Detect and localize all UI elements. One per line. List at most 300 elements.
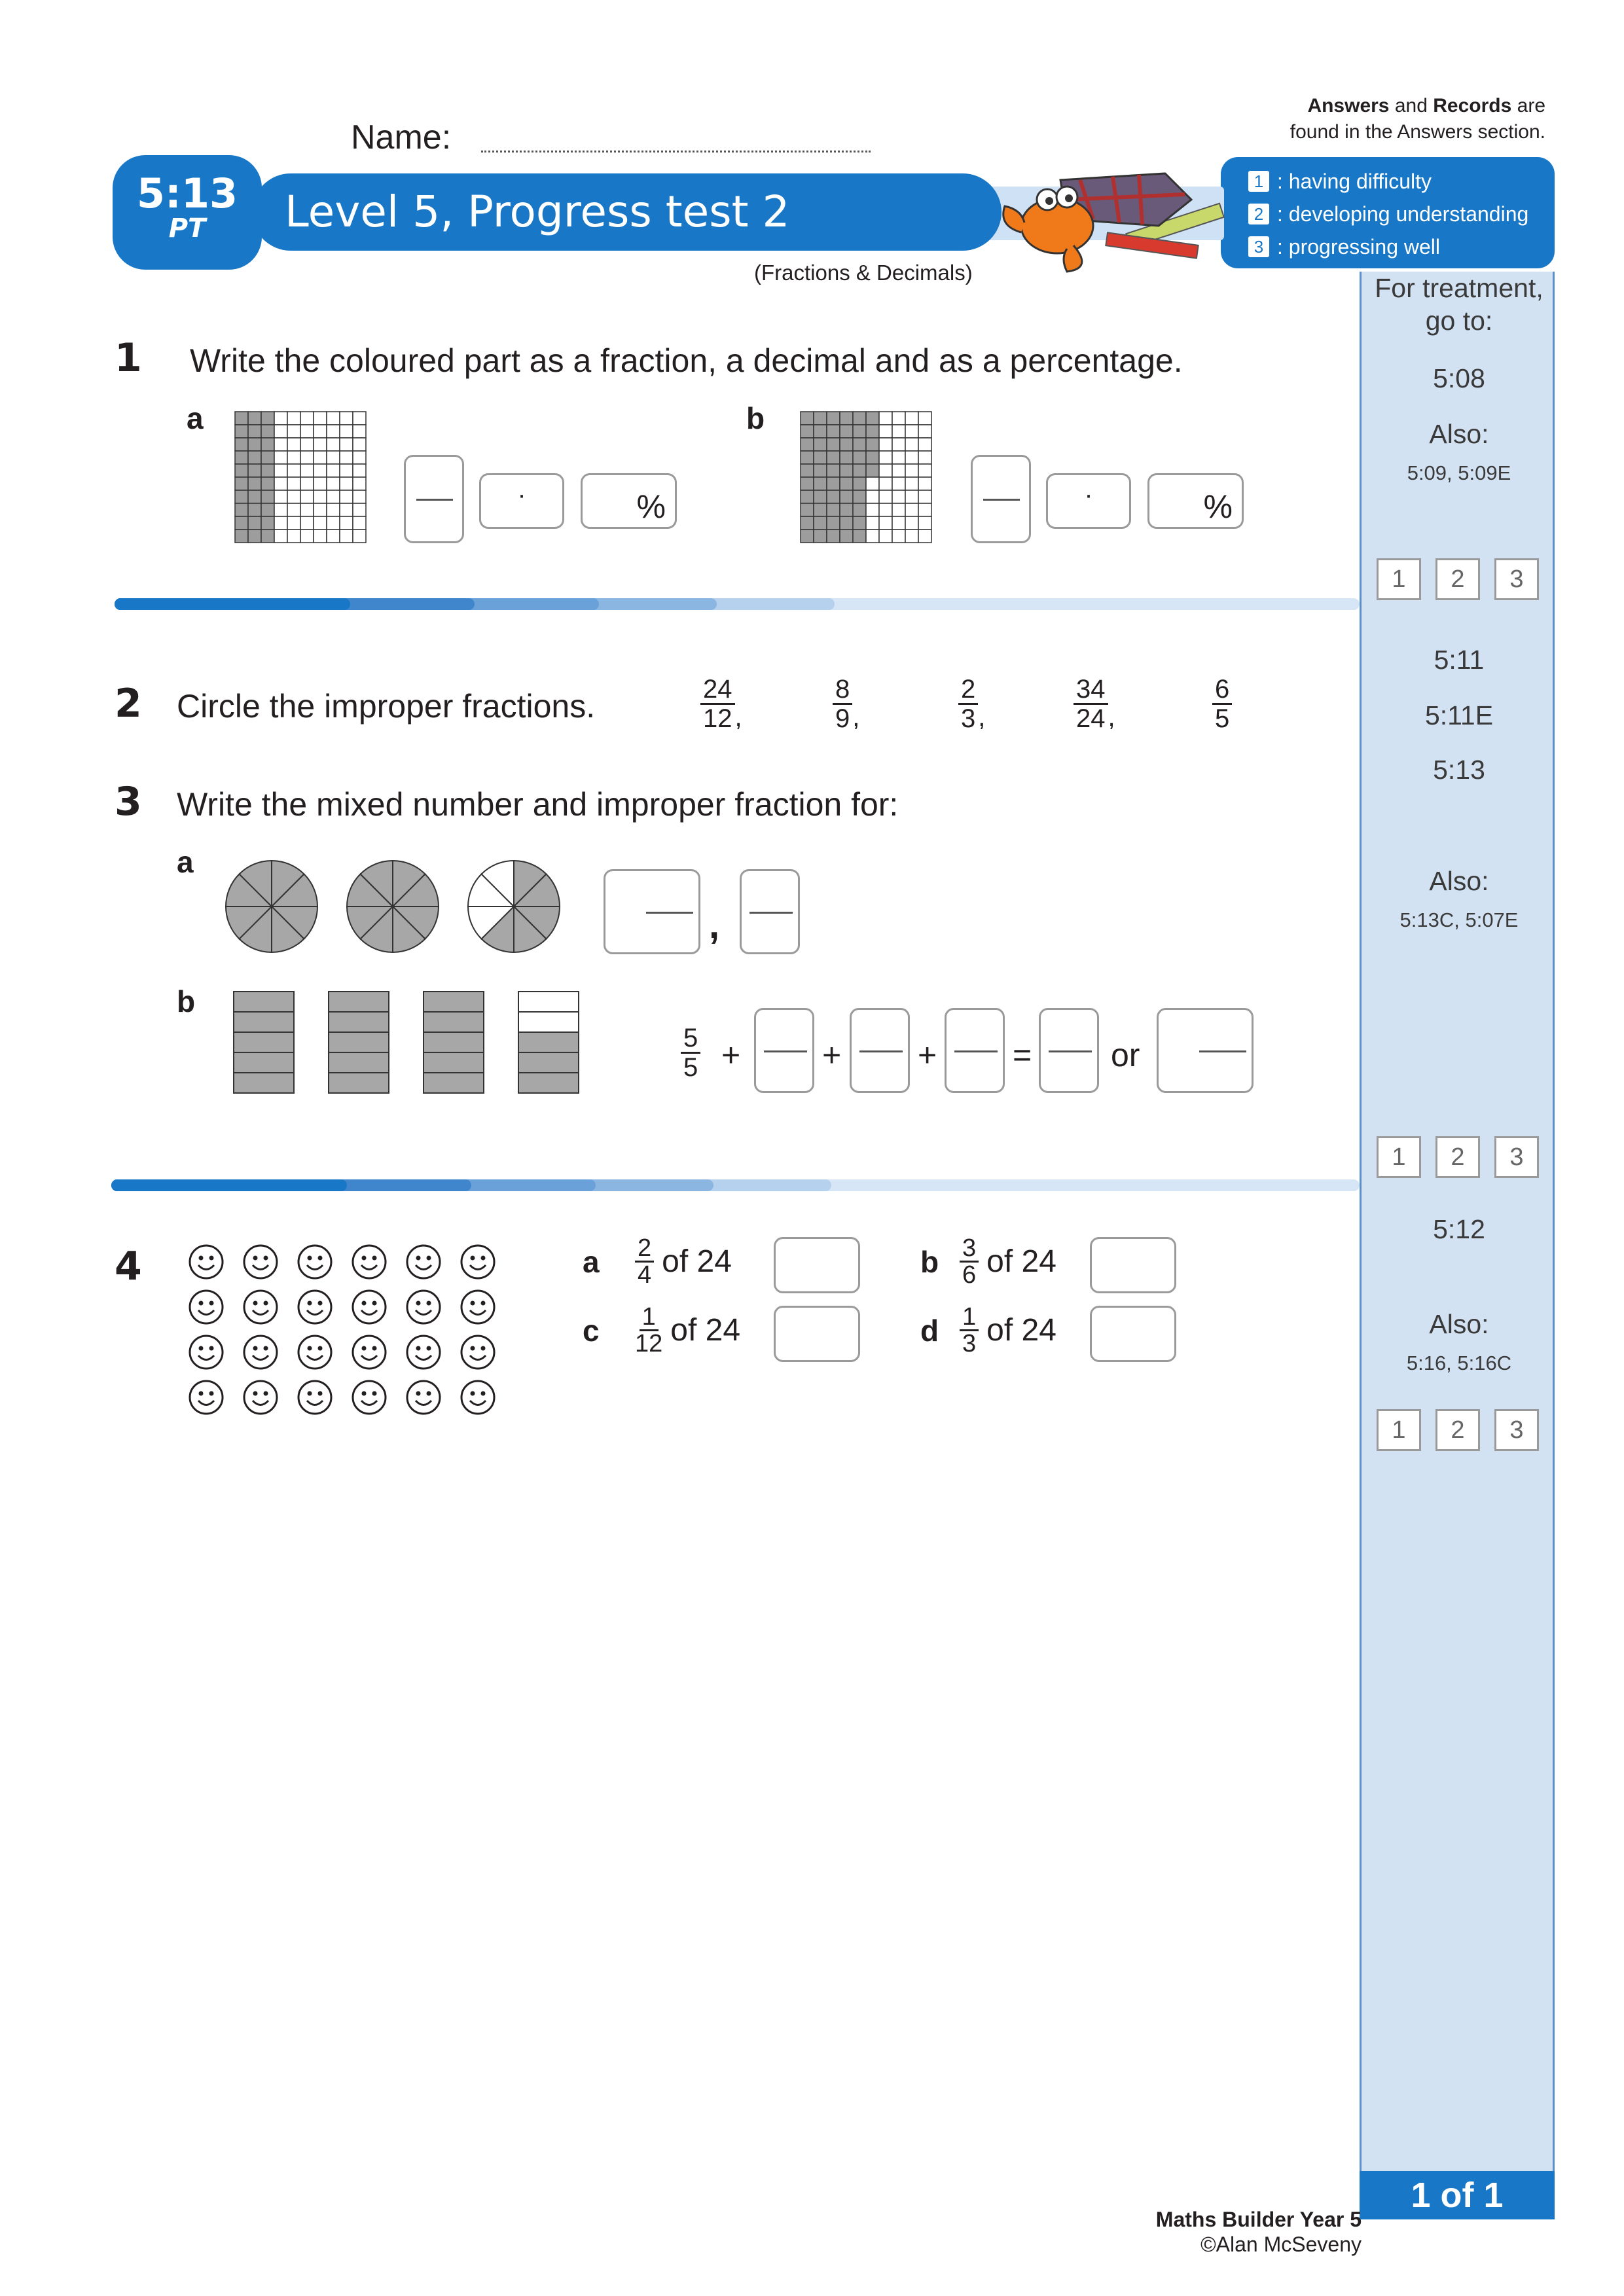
plus-sign: +: [721, 1037, 741, 1073]
score-box-3[interactable]: 3: [1494, 1409, 1539, 1451]
treatment-heading: For treatment, go to:: [1375, 273, 1543, 336]
grid-cell: [814, 490, 827, 503]
grid-cell: [840, 477, 853, 490]
grid-cell: [248, 451, 261, 464]
fraction-option[interactable]: $\frac{8}{9}$ ,: [825, 675, 949, 732]
grid-cell: [327, 529, 340, 543]
grid-cell: [340, 438, 353, 451]
grid-cell: [314, 503, 327, 516]
grid-cell: [879, 464, 892, 477]
grid-cell: [327, 490, 340, 503]
grid-cell: [892, 490, 905, 503]
grid-cell: [353, 477, 366, 490]
grid-cell: [918, 516, 931, 529]
grid-cell: [801, 529, 814, 543]
fraction-bar: [749, 912, 793, 914]
bar-segment: [518, 1073, 579, 1093]
score-box-1[interactable]: 1: [1377, 1409, 1421, 1451]
grid-cell: [892, 464, 905, 477]
grid-cell: [840, 529, 853, 543]
q4d-item: d $\frac{1}{3}$ of 24: [920, 1303, 1056, 1357]
grid-cell: [287, 464, 300, 477]
grid-cell: [287, 477, 300, 490]
grid-cell: [261, 503, 274, 516]
grid-cell: [814, 516, 827, 529]
grid-cell: [879, 451, 892, 464]
grid-cell: [353, 464, 366, 477]
grid-cell: [261, 425, 274, 438]
grid-cell: [892, 425, 905, 438]
bar-segment: [518, 1052, 579, 1073]
q3a-improper-fraction-box[interactable]: [740, 869, 800, 954]
treatment-ref-q1: 5:08: [1433, 363, 1485, 393]
q4c-item: c $\frac{1}{12}$ of 24: [583, 1303, 741, 1357]
grid-cell: [866, 516, 879, 529]
smiley-face-icon: [407, 1291, 440, 1323]
grid-cell: [287, 425, 300, 438]
smiley-face-icon: [298, 1246, 331, 1278]
grid-cell: [235, 425, 248, 438]
smiley-face-icon: [298, 1291, 331, 1323]
q3b-mixed-number-box[interactable]: [1157, 1008, 1254, 1093]
grid-cell: [261, 477, 274, 490]
grid-cell: [248, 503, 261, 516]
grid-cell: [801, 503, 814, 516]
grid-cell: [314, 516, 327, 529]
bar-segment: [518, 1032, 579, 1052]
page-counter: 1 of 1: [1360, 2171, 1555, 2219]
smiley-face-icon: [461, 1336, 494, 1369]
grid-cell: [235, 529, 248, 543]
score-box-3[interactable]: 3: [1494, 1136, 1539, 1178]
grid-cell: [248, 438, 261, 451]
grid-cell: [274, 529, 287, 543]
grid-cell: [827, 451, 840, 464]
grid-cell: [840, 503, 853, 516]
grid-cell: [905, 477, 918, 490]
question-3b-label: b: [177, 984, 196, 1018]
grid-cell: [892, 438, 905, 451]
grid-cell: [274, 425, 287, 438]
grid-cell: [235, 438, 248, 451]
bar-segment: [329, 1032, 389, 1052]
grid-cell: [274, 451, 287, 464]
grid-cell: [353, 412, 366, 425]
q1a-fraction-box[interactable]: [404, 455, 464, 543]
treatment-ref-q4: 5:12: [1433, 1214, 1485, 1244]
grid-cell: [866, 451, 879, 464]
grid-cell: [314, 529, 327, 543]
grid-cell: [853, 503, 866, 516]
grid-cell: [340, 503, 353, 516]
bar-segment: [234, 992, 294, 1012]
smiley-face-icon: [407, 1336, 440, 1369]
grid-cell: [840, 425, 853, 438]
grid-cell: [840, 451, 853, 464]
grid-cell: [892, 503, 905, 516]
smiley-face-icon: [244, 1336, 277, 1369]
fraction-bars: [232, 990, 586, 1096]
bar-segment: [234, 1032, 294, 1052]
grid-cell: [287, 412, 300, 425]
grid-cell: [314, 464, 327, 477]
grid-cell: [905, 464, 918, 477]
fraction-option[interactable]: $\frac{34}{24}$ ,: [1074, 675, 1198, 732]
grid-cell: [905, 425, 918, 438]
grid-cell: [248, 490, 261, 503]
grid-cell: [905, 529, 918, 543]
grid-cell: [353, 451, 366, 464]
hundred-grid-b: [800, 411, 932, 543]
grid-cell: [248, 425, 261, 438]
grid-cell: [866, 412, 879, 425]
q4a-answer-box[interactable]: [774, 1237, 860, 1293]
grid-cell: [801, 425, 814, 438]
score-legend: [1221, 157, 1555, 268]
smiley-face-icon: [353, 1291, 386, 1323]
bar-segment: [424, 1052, 484, 1073]
grid-cell: [905, 490, 918, 503]
grid-cell: [340, 425, 353, 438]
equals-sign: =: [1013, 1037, 1032, 1073]
grid-cell: [801, 438, 814, 451]
grid-cell: [801, 516, 814, 529]
grid-cell: [866, 490, 879, 503]
grid-cell: [340, 516, 353, 529]
grid-cell: [248, 464, 261, 477]
grid-cell: [892, 516, 905, 529]
grid-cell: [918, 438, 931, 451]
grid-cell: [300, 438, 314, 451]
q1b-fraction-box[interactable]: [971, 455, 1031, 543]
q4b-item: b $\frac{3}{6}$ of 24: [920, 1234, 1056, 1289]
grid-cell: [261, 516, 274, 529]
question-4-number: 4: [115, 1244, 142, 1289]
score-box-1[interactable]: 1: [1377, 558, 1421, 600]
q1b-decimal-box[interactable]: ·: [1046, 473, 1131, 529]
grid-cell: [353, 529, 366, 543]
bar-segment: [234, 1073, 294, 1093]
grid-cell: [918, 425, 931, 438]
hundred-grid-a: [234, 411, 367, 543]
grid-cell: [801, 451, 814, 464]
grid-cell: [235, 412, 248, 425]
treatment-ref-q2c: 5:13: [1433, 755, 1485, 785]
or-label: or: [1111, 1037, 1140, 1073]
grid-cell: [287, 503, 300, 516]
grid-cell: [892, 477, 905, 490]
grid-cell: [261, 451, 274, 464]
q1b-percent-box[interactable]: %: [1147, 473, 1244, 529]
grid-cell: [287, 490, 300, 503]
grid-cell: [801, 464, 814, 477]
grid-cell: [235, 490, 248, 503]
grid-cell: [879, 516, 892, 529]
score-box-2[interactable]: 2: [1435, 1409, 1480, 1451]
grid-cell: [892, 412, 905, 425]
fraction-circles: [223, 857, 576, 956]
q3b-fraction-box-4[interactable]: [1039, 1008, 1099, 1093]
fraction-bar: [646, 912, 693, 914]
smiley-face-icon: [407, 1246, 440, 1278]
grid-cell: [353, 438, 366, 451]
grid-cell: [879, 412, 892, 425]
smiley-face-icon: [298, 1381, 331, 1414]
grid-cell: [918, 464, 931, 477]
smiley-face-icon: [244, 1291, 277, 1323]
grid-cell: [918, 490, 931, 503]
grid-cell: [300, 529, 314, 543]
grid-cell: [853, 516, 866, 529]
smiley-face-icon: [298, 1336, 331, 1369]
q1a-decimal-box[interactable]: ·: [479, 473, 564, 529]
grid-cell: [853, 412, 866, 425]
bar-segment: [234, 1052, 294, 1073]
grid-cell: [300, 503, 314, 516]
grid-cell: [340, 451, 353, 464]
question-1-text: Write the coloured part as a fraction, a decimal and as a percentage.: [190, 342, 1183, 379]
grid-cell: [853, 451, 866, 464]
grid-cell: [327, 425, 340, 438]
grid-cell: [879, 438, 892, 451]
grid-cell: [353, 503, 366, 516]
grid-cell: [327, 451, 340, 464]
grid-cell: [814, 477, 827, 490]
score-box-2[interactable]: 2: [1435, 558, 1480, 600]
grid-cell: [918, 503, 931, 516]
grid-cell: [814, 451, 827, 464]
q3b-given-fraction: $\frac{5}{5}$: [681, 1024, 700, 1081]
smiley-face-icon: [353, 1246, 386, 1278]
grid-cell: [314, 451, 327, 464]
fraction-option[interactable]: $\frac{6}{5}$: [1198, 675, 1276, 732]
grid-cell: [353, 490, 366, 503]
treatment-also-refs: 5:09, 5:09E: [1407, 461, 1511, 484]
improper-fraction-options: [700, 675, 1276, 732]
grid-cell: [261, 438, 274, 451]
question-2-text: Circle the improper fractions.: [177, 688, 596, 725]
grid-cell: [261, 464, 274, 477]
grid-cell: [853, 438, 866, 451]
grid-cell: [879, 503, 892, 516]
grid-cell: [866, 503, 879, 516]
grid-cell: [314, 412, 327, 425]
name-input-line[interactable]: [481, 151, 871, 152]
grid-cell: [879, 490, 892, 503]
grid-cell: [274, 503, 287, 516]
grid-cell: [892, 451, 905, 464]
grid-cell: [827, 412, 840, 425]
q3b-fraction-box-3[interactable]: [945, 1008, 1005, 1093]
legend-row: 1 : having difficulty: [1248, 165, 1555, 198]
score-box-1[interactable]: 1: [1377, 1136, 1421, 1178]
smiley-face-icon: [244, 1381, 277, 1414]
grid-cell: [274, 516, 287, 529]
grid-cell: [327, 477, 340, 490]
grid-cell: [353, 516, 366, 529]
grid-cell: [918, 529, 931, 543]
grid-cell: [827, 490, 840, 503]
grid-cell: [300, 477, 314, 490]
grid-cell: [866, 464, 879, 477]
smiley-face-icon: [407, 1381, 440, 1414]
answers-note: Answers and Records are found in the Answers section.: [1290, 95, 1545, 143]
bar-segment: [424, 1012, 484, 1032]
grid-cell: [892, 529, 905, 543]
page-footer: Maths Builder Year 5 ©Alan McSeveny: [1155, 2208, 1362, 2256]
grid-cell: [314, 438, 327, 451]
grid-cell: [801, 490, 814, 503]
question-1a-label: a: [187, 401, 204, 435]
treatment-also-label: Also:: [1429, 419, 1489, 449]
bar-segment: [518, 1012, 579, 1032]
score-box-3[interactable]: 3: [1494, 558, 1539, 600]
grid-cell: [905, 438, 918, 451]
q3a-mixed-number-box[interactable]: [604, 869, 700, 954]
grid-cell: [300, 425, 314, 438]
q4c-answer-box[interactable]: [774, 1306, 860, 1362]
grid-cell: [261, 490, 274, 503]
grid-cell: [287, 529, 300, 543]
question-2-number: 2: [115, 681, 142, 726]
grid-cell: [827, 516, 840, 529]
grid-cell: [905, 451, 918, 464]
grid-cell: [814, 412, 827, 425]
fraction-bar: [983, 499, 1020, 501]
legend-row: 2 : developing understanding: [1248, 198, 1555, 230]
grid-cell: [248, 529, 261, 543]
grid-cell: [840, 464, 853, 477]
grid-cell: [327, 412, 340, 425]
grid-cell: [235, 516, 248, 529]
grid-cell: [853, 464, 866, 477]
grid-cell: [866, 438, 879, 451]
grid-cell: [814, 529, 827, 543]
grid-cell: [853, 477, 866, 490]
section-divider: [115, 597, 1360, 611]
grid-cell: [300, 490, 314, 503]
grid-cell: [814, 438, 827, 451]
grid-cell: [340, 490, 353, 503]
grid-cell: [918, 477, 931, 490]
bar-segment: [329, 1012, 389, 1032]
grid-cell: [248, 412, 261, 425]
name-label: Name:: [351, 118, 452, 156]
question-3-number: 3: [115, 779, 142, 825]
grid-cell: [853, 425, 866, 438]
grid-cell: [801, 477, 814, 490]
grid-cell: [235, 464, 248, 477]
grid-cell: [340, 412, 353, 425]
grid-cell: [314, 490, 327, 503]
smiley-face-icon: [190, 1381, 223, 1414]
grid-cell: [814, 503, 827, 516]
comma-separator: ,: [709, 904, 720, 946]
section-divider: [111, 1178, 1360, 1193]
plus-sign: +: [822, 1037, 842, 1073]
smiley-face-icon: [461, 1381, 494, 1414]
question-3-text: Write the mixed number and improper fraction for:: [177, 786, 899, 823]
smiley-face-group: [187, 1240, 501, 1424]
grid-cell: [905, 503, 918, 516]
grid-cell: [287, 438, 300, 451]
treatment-also-refs: 5:13C, 5:07E: [1399, 908, 1519, 931]
treatment-also-label: Also:: [1429, 1309, 1489, 1339]
grid-cell: [235, 503, 248, 516]
smiley-face-icon: [244, 1246, 277, 1278]
smiley-face-icon: [190, 1336, 223, 1369]
grid-cell: [274, 438, 287, 451]
bar-segment: [424, 1073, 484, 1093]
page-title: Level 5, Progress test 2: [285, 187, 790, 237]
grid-cell: [801, 412, 814, 425]
grid-cell: [235, 451, 248, 464]
treatment-ref-q2a: 5:11: [1434, 645, 1485, 675]
grid-cell: [327, 503, 340, 516]
fraction-option[interactable]: $\frac{2}{3}$ ,: [949, 675, 1074, 732]
question-3a-label: a: [177, 845, 194, 879]
smiley-face-icon: [461, 1291, 494, 1323]
smiley-face-icon: [353, 1336, 386, 1369]
question-1b-label: b: [746, 401, 765, 435]
q1a-percent-box[interactable]: %: [581, 473, 677, 529]
q4d-answer-box[interactable]: [1090, 1306, 1176, 1362]
grid-cell: [905, 412, 918, 425]
grid-cell: [274, 490, 287, 503]
grid-cell: [827, 477, 840, 490]
grid-cell: [235, 477, 248, 490]
fraction-option[interactable]: $\frac{24}{12}$ ,: [700, 675, 825, 732]
grid-cell: [866, 425, 879, 438]
grid-cell: [814, 464, 827, 477]
bar-segment: [424, 1032, 484, 1052]
grid-cell: [327, 516, 340, 529]
bar-segment: [234, 1012, 294, 1032]
q4a-item: a $\frac{2}{4}$ of 24: [583, 1234, 732, 1289]
fraction-bar: [416, 499, 453, 501]
grid-cell: [905, 516, 918, 529]
plus-sign: +: [918, 1037, 937, 1073]
grid-cell: [918, 412, 931, 425]
treatment-ref-q2b: 5:11E: [1424, 700, 1494, 730]
grid-cell: [918, 451, 931, 464]
grid-cell: [300, 412, 314, 425]
q4b-answer-box[interactable]: [1090, 1237, 1176, 1293]
grid-cell: [274, 464, 287, 477]
grid-cell: [261, 412, 274, 425]
grid-cell: [840, 438, 853, 451]
grid-cell: [248, 477, 261, 490]
grid-cell: [853, 490, 866, 503]
q3b-fraction-box-1[interactable]: [754, 1008, 814, 1093]
smiley-face-icon: [190, 1246, 223, 1278]
grid-cell: [314, 425, 327, 438]
grid-cell: [314, 477, 327, 490]
score-box-2[interactable]: 2: [1435, 1136, 1480, 1178]
bar-segment: [329, 1052, 389, 1073]
grid-cell: [827, 438, 840, 451]
bar-segment: [329, 1073, 389, 1093]
q3b-fraction-box-2[interactable]: [850, 1008, 910, 1093]
smiley-face-icon: [461, 1246, 494, 1278]
grid-cell: [248, 516, 261, 529]
grid-cell: [340, 529, 353, 543]
bar-segment: [329, 992, 389, 1012]
bar-segment: [424, 992, 484, 1012]
bar-segment: [518, 992, 579, 1012]
grid-cell: [327, 464, 340, 477]
grid-cell: [287, 516, 300, 529]
